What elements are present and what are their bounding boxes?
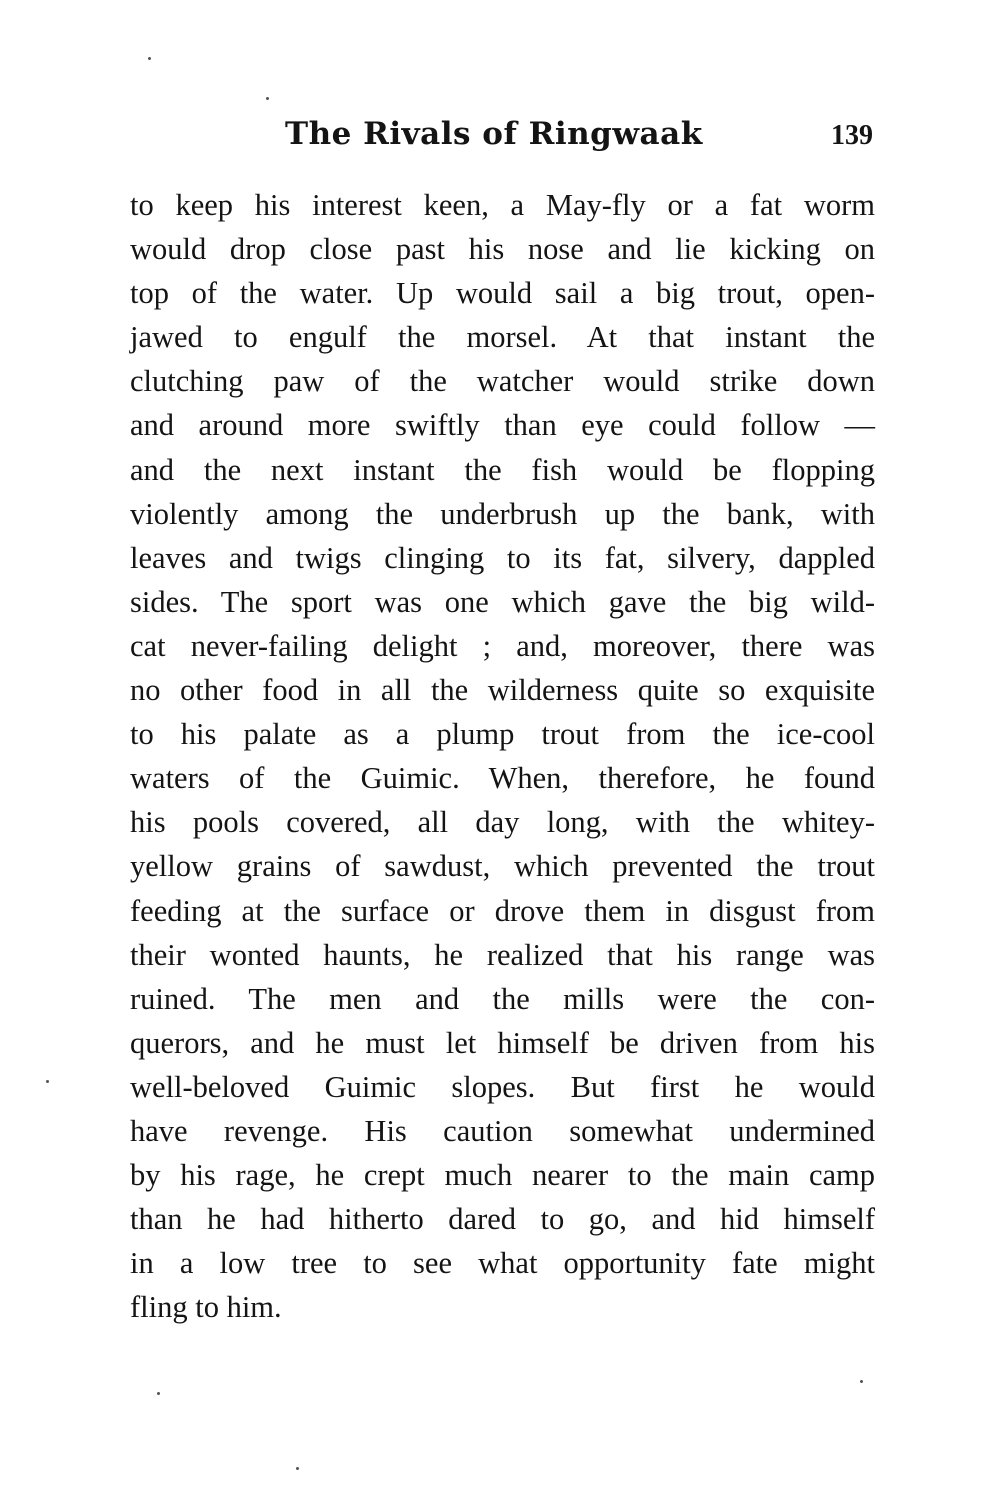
text-line: feeding at the surface or drove them in disgust from bbox=[130, 893, 875, 928]
text-line: leaves and twigs clinging to its fat, silvery, dappled bbox=[130, 540, 875, 575]
text-line: to keep his interest keen, a May-fly or a fat worm bbox=[130, 188, 875, 222]
text-line: clutching paw of the watcher would strike down bbox=[130, 364, 875, 399]
text-line: yellow grains of sawdust, which prevented the trout bbox=[130, 849, 875, 884]
running-title: The Rivals of Ringwaak bbox=[285, 116, 703, 152]
text-line: violently among the underbrush up the bank, with bbox=[130, 496, 875, 531]
scan-speck bbox=[148, 57, 151, 60]
text-line: no other food in all the wilderness quite so exquisite bbox=[130, 673, 875, 708]
text-line: jawed to engulf the morsel. At that instant the bbox=[130, 320, 875, 355]
text-line: in a low tree to see what opportunity fate might bbox=[130, 1246, 875, 1281]
text-line: querors, and he must let himself be driven from his bbox=[130, 1025, 875, 1060]
text-line: and the next instant the fish would be flopping bbox=[130, 452, 875, 487]
text-line: by his rage, he crept much nearer to the main camp bbox=[130, 1158, 875, 1193]
text-line: their wonted haunts, he realized that his range was bbox=[130, 937, 875, 972]
scan-speck bbox=[860, 1380, 863, 1383]
text-line: waters of the Guimic. When, therefore, he found bbox=[130, 761, 875, 796]
text-line: ruined. The men and the mills were the con- bbox=[130, 981, 875, 1016]
scan-speck bbox=[46, 1080, 49, 1083]
text-line: fling to him. bbox=[130, 1290, 282, 1325]
page-header bbox=[130, 104, 875, 164]
text-line: would drop close past his nose and lie kicking on bbox=[130, 232, 875, 267]
text-line: have revenge. His caution somewhat undermined bbox=[130, 1113, 875, 1148]
text-line: than he had hitherto dared to go, and hid himself bbox=[130, 1202, 875, 1237]
text-line: well-beloved Guimic slopes. But first he would bbox=[130, 1069, 875, 1104]
scan-speck bbox=[266, 97, 269, 100]
text-line: to his palate as a plump trout from the ice-cool bbox=[130, 717, 875, 752]
text-line: his pools covered, all day long, with the whitey- bbox=[130, 805, 875, 840]
body-text bbox=[130, 183, 875, 1329]
text-line: sides. The sport was one which gave the big wild- bbox=[130, 584, 875, 619]
text-line: cat never-failing delight ; and, moreover, there was bbox=[130, 628, 875, 663]
scan-speck bbox=[296, 1467, 299, 1470]
text-line: top of the water. Up would sail a big trout, open- bbox=[130, 276, 875, 311]
text-line: and around more swiftly than eye could follow — bbox=[130, 408, 875, 443]
page-number: 139 bbox=[831, 120, 873, 151]
scan-speck bbox=[157, 1392, 160, 1395]
